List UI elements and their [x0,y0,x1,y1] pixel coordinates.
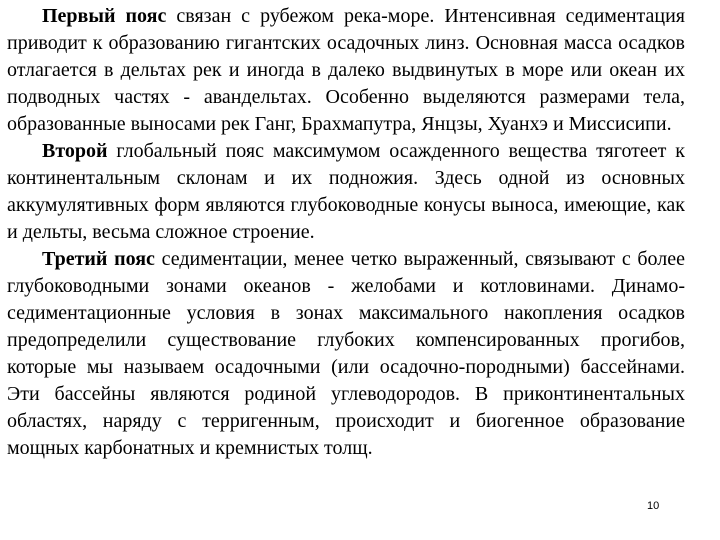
paragraph-third-belt [7,246,685,462]
body-text [7,3,685,462]
paragraph-body: седиментации, менее четко выраженный, связывают с более глубоководными зонами океанов - желобами и котловинами. Динамо-седиментационные условия в зонах максимального накопления осадков предопределили существование глубоких компенсированных прогибов, которые мы называем осадочными (или осадочно-породными) бассейнами. Эти бассейны являются родиной углеводородов. В приконтинентальных областях, наряду с терригенным, происходит и биогенное образование мощных карбонатных и кремнистых толщ. [7,248,685,459]
paragraph-lead: Третий пояс [42,248,155,270]
paragraph-body: связан с рубежом река-море. Интенсивная седиментация приводит к образованию гигантских осадочных линз. Основная масса осадков отлагается в дельтах рек и иногда в далеко выдвинутых в море или океан их подводных частях - авандельтах. Особенно выделяются размерами тела, образованные выносами рек Ганг, Брахмапутра, Янцзы, Хуанхэ и Миссисипи. [7,5,685,135]
paragraph-lead: Первый пояс [42,5,167,27]
paragraph-body: глобальный пояс максимумом осажденного вещества тяготеет к континентальным склонам и их подножия. Здесь одной из основных аккумулятивных форм являются глубоководные конусы выноса, имеющие, как и дельты, весьма сложное строение. [7,140,685,243]
paragraph-lead: Второй [42,140,108,162]
paragraph-first-belt [7,3,685,138]
paragraph-second-belt [7,138,685,246]
page-number: 10 [647,500,660,512]
